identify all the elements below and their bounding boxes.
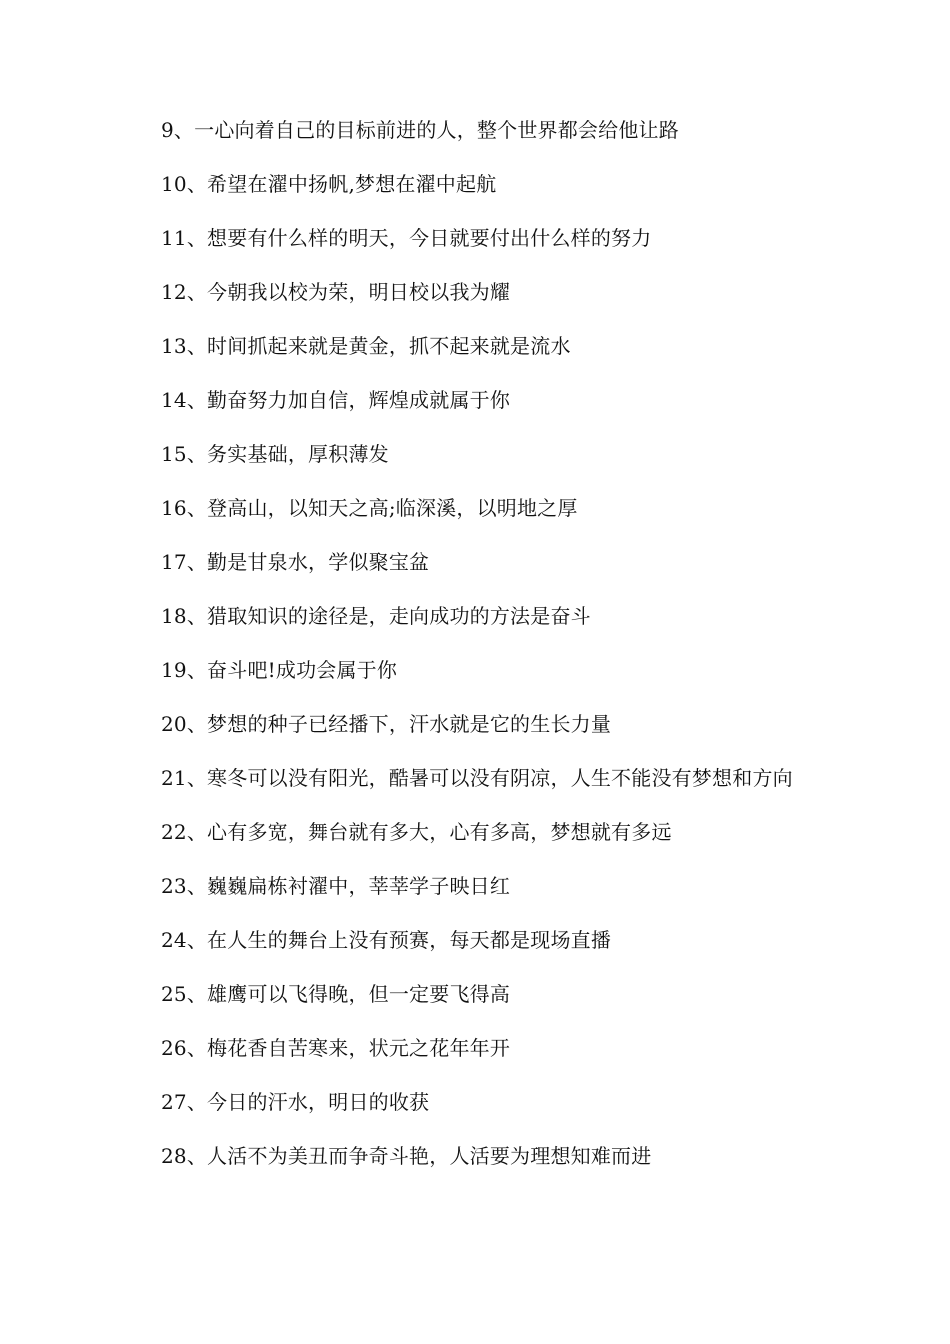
list-item: 20、梦想的种子已经播下，汗水就是它的生长力量 xyxy=(161,712,612,736)
list-item: 9、一心向着自己的目标前进的人，整个世界都会给他让路 xyxy=(161,118,679,142)
list-item: 16、登高山，以知天之高;临深溪，以明地之厚 xyxy=(161,496,578,520)
list-item: 23、巍巍扁栋衬濯中，莘莘学子映日红 xyxy=(161,874,511,898)
list-item: 18、猎取知识的途径是，走向成功的方法是奋斗 xyxy=(161,604,591,628)
list-item: 15、务实基础，厚积薄发 xyxy=(161,442,389,466)
list-item: 27、今日的汗水，明日的收获 xyxy=(161,1090,430,1114)
list-item: 12、今朝我以校为荣，明日校以我为耀 xyxy=(161,280,511,304)
list-item: 11、想要有什么样的明天，今日就要付出什么样的努力 xyxy=(161,226,652,250)
list-item: 14、勤奋努力加自信，辉煌成就属于你 xyxy=(161,388,511,412)
list-item: 22、心有多宽，舞台就有多大，心有多高，梦想就有多远 xyxy=(161,820,672,844)
list-item: 19、奋斗吧!成功会属于你 xyxy=(161,658,398,682)
list-item: 21、寒冬可以没有阳光，酷暑可以没有阴凉，人生不能没有梦想和方向 xyxy=(161,766,793,790)
list-item: 10、希望在濯中扬帆,梦想在濯中起航 xyxy=(161,172,497,196)
list-item: 24、在人生的舞台上没有预赛，每天都是现场直播 xyxy=(161,928,612,952)
list-item: 13、时间抓起来就是黄金，抓不起来就是流水 xyxy=(161,334,571,358)
list-item: 28、人活不为美丑而争奇斗艳，人活要为理想知难而进 xyxy=(161,1144,652,1168)
list-item: 25、雄鹰可以飞得晚，但一定要飞得高 xyxy=(161,982,511,1006)
list-item: 26、梅花香自苦寒来，状元之花年年开 xyxy=(161,1036,511,1060)
list-item: 17、勤是甘泉水，学似聚宝盆 xyxy=(161,550,430,574)
slogan-list xyxy=(115,108,837,1188)
